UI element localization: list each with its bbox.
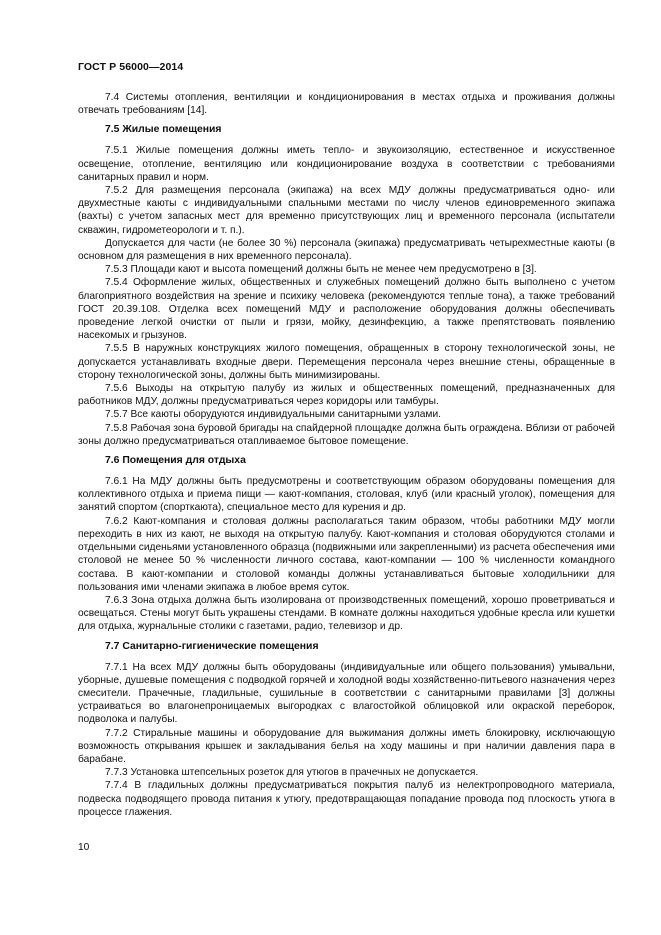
paragraph-7-7-2: 7.7.2 Стиральные машины и оборудование для выжимания должны иметь блокировку, исключающую возможность открывания крышек и закладывания белья на ходу машины и при наличии давления пара в барабане. bbox=[78, 727, 615, 765]
paragraph-7-5-5: 7.5.5 В наружных конструкциях жилого помещения, обращенных в сторону технологической зоны, не допускается устанавливать входные двери. Перемещения персонала через внешние стены, обращенные в сторону технологической зоны, должны быть минимизированы. bbox=[78, 343, 615, 381]
paragraph-7-6-3: 7.6.3 Зона отдыха должна быть изолирована от производственных помещений, хорошо проветриваться и освещаться. Стены могут быть украшены стендами. В комнате должны находиться удобные кресла или кушетки для отдыха, журнальные столики с газетами, радио, телевизор и др. bbox=[78, 594, 615, 633]
paragraph-7-5-7: 7.5.7 Все каюты оборудуются индивидуальными санитарными узлами. bbox=[105, 409, 441, 421]
paragraph-7-5-6: 7.5.6 Выходы на открытую палубу из жилых и общественных помещений, предназначенных для работников МДУ, должны предусматриваться через коридоры или тамбуры. bbox=[78, 383, 615, 408]
heading-7-6: 7.6 Помещения для отдыха bbox=[105, 455, 246, 467]
paragraph-7-6-2: 7.6.2 Кают-компания и столовая должны располагаться таким образом, чтобы работники МДУ могли переходить в них из кают, не выходя на открытую палубу. Кают-компания и столовая оборудуются столами и отдельными сиденьями установленного образца (подвижными или закрепленными) из расчета обеспечения ими столовой не менее 50 % численности личного состава, кают-компании — 100 % численности командного состава. В кают-компании и столовой команды должны устанавливаться бытовые холодильники для пользования ими членами экипажа в любое время суток. bbox=[78, 515, 615, 593]
paragraph-7-5-3: 7.5.3 Площади кают и высота помещений должны быть не менее чем предусмотрено в [3]. bbox=[105, 264, 537, 276]
standard-header: ГОСТ Р 56000—2014 bbox=[78, 61, 184, 73]
paragraph-7-6-1: 7.6.1 На МДУ должны быть предусмотрены и соответствующим образом оборудованы помещения для коллективного отдыха и приема пищи — кают-компания, столовая, клуб (или красный уголок), помещения для занятий спортом (спорткаюта), специальное место для курения и др. bbox=[78, 476, 615, 514]
paragraph-7-7-1: 7.7.1 На всех МДУ должны быть оборудованы (индивидуальные или общего пользования) умывальни, уборные, душевые помещения с подводкой горячей и холодной воды хозяйственно-питьевого назначения через смесители. Прачечные, гладильные, сушильные в соответствии с санитарными правилами [3] должны устраиваться во влагонепроницаемых выгородках с влагостойкой облицовкой или окраской переборок, подволока и палубы. bbox=[78, 661, 615, 726]
paragraph-7-5-8: 7.5.8 Рабочая зона буровой бригады на спайдерной площадке должна быть ограждена. Вблизи от рабочей зоны должно предусматриваться отапливаемое бытовое помещение. bbox=[78, 422, 615, 447]
paragraph-7-7-4: 7.7.4 В гладильных должны предусматриваться покрытия палуб из нелектропроводного материала, подвеска подводящего провода питания к утюгу, предотвращающая попадание провода под плоскость утюга в процессе глажения. bbox=[78, 780, 615, 818]
paragraph-7-5-2-note: Допускается для части (не более 30 %) персонала (экипажа) предусматривать четырехместные каюты (в основном для размещения в них временного персонала). bbox=[78, 237, 615, 263]
document-body bbox=[78, 91, 615, 819]
paragraph-7-7-3: 7.7.3 Установка штепсельных розеток для утюгов в прачечных не допускается. bbox=[105, 767, 479, 779]
heading-7-5: 7.5 Жилые помещения bbox=[105, 124, 222, 136]
heading-7-7: 7.7 Санитарно-гигиенические помещения bbox=[105, 640, 319, 652]
paragraph-7-4: 7.4 Системы отопления, вентиляции и кондиционирования в местах отдыха и проживания должны отвечать требованиям [14]. bbox=[78, 92, 615, 117]
paragraph-7-5-4: 7.5.4 Оформление жилых, общественных и служебных помещений должно быть выполнено с учетом благоприятного воздействия на зрение и психику человека (рекомендуются теплые тона), а также требований ГОСТ 20.39.108. Отделка всех помещений МДУ и расположение оборудования должны обеспечивать проведение легкой очистки от пыли и грязи, мойку, дезинфекцию, а также препятствовать появлению насекомых и грызунов. bbox=[78, 277, 615, 342]
page-number: 10 bbox=[78, 842, 90, 853]
paragraph-7-5-2: 7.5.2 Для размещения персонала (экипажа) на всех МДУ должны предусматриваться одно- или двухместные каюты с индивидуальными спальными местами по числу членов единовременного экипажа (вахты) с учетом запасных мест для временно присутствующих лиц и временного персонала (испытатели скважин, гидрометеорологи и т. п.). bbox=[78, 185, 615, 236]
paragraph-7-5-1: 7.5.1 Жилые помещения должны иметь тепло- и звукоизоляцию, естественное и искусственное освещение, отопление, вентиляцию или кондиционирование воздуха в соответствии с требованиями санитарных правил и норм. bbox=[78, 145, 615, 183]
